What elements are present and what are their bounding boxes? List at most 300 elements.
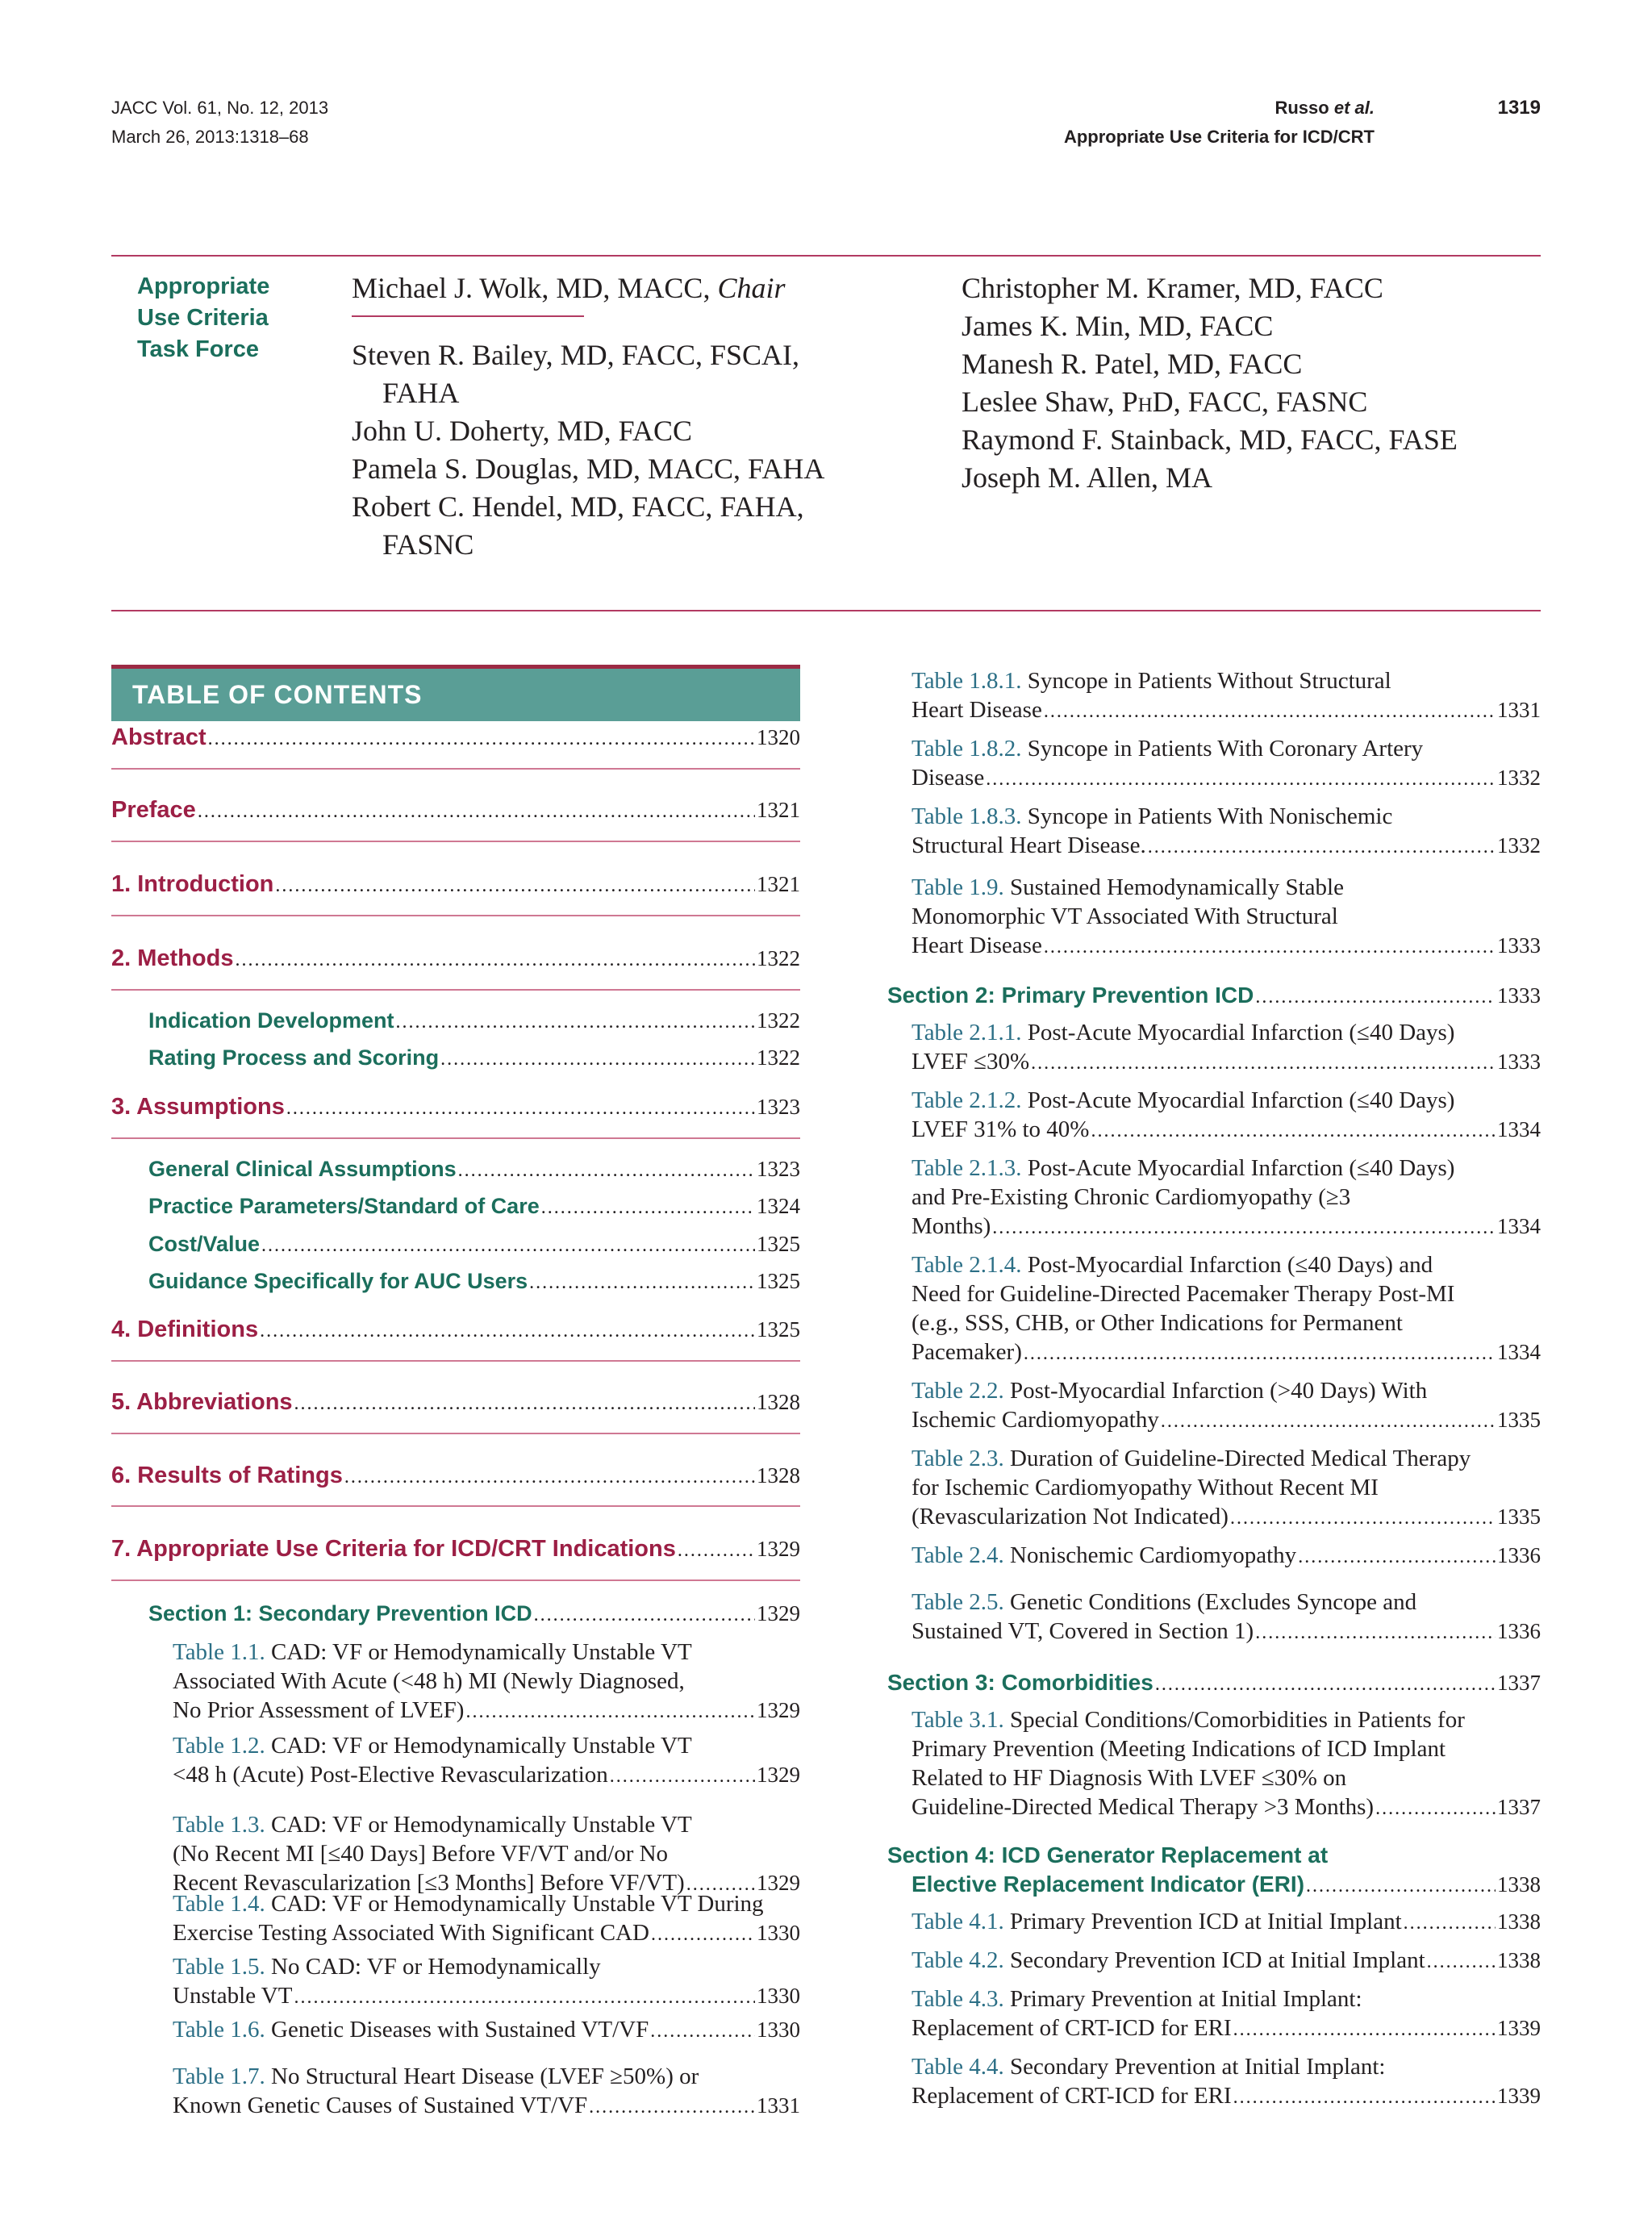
toc-table-line: [173, 1981, 800, 2012]
toc-table-entry: [173, 1638, 800, 1726]
toc-leader-dots: [589, 2093, 755, 2122]
toc-leader-dots: [986, 765, 1496, 794]
toc-leader-dots: [344, 1467, 755, 1488]
toc-table-line: [912, 1405, 1541, 1436]
toc-leader-dots: [678, 1540, 755, 1562]
toc-table-text: Table 2.1.1. Post-Acute Myocardial Infarction (≤40 Days): [912, 1020, 1455, 1045]
toc-page-number: 1321: [757, 798, 800, 822]
toc-page-number: 1332: [1497, 766, 1541, 790]
toc-leader-dots: [294, 1393, 755, 1415]
toc-page-number: 1338: [1497, 1872, 1541, 1897]
toc-table-text: Table 1.7. No Structural Heart Disease (LVEF ≥50%) or: [173, 2064, 699, 2089]
toc-table-text: Replacement of CRT-ICD for ERI: [912, 2015, 1232, 2041]
toc-table-text: Table 1.1. CAD: VF or Hemodynamically Unstable VT: [173, 1639, 692, 1665]
toc-divider: [111, 1505, 800, 1507]
toc-table-line: [912, 1984, 1541, 2013]
toc-table-text: Need for Guideline-Directed Pacemaker Therapy Post-MI: [912, 1281, 1455, 1307]
toc-table-line: [912, 1047, 1541, 1078]
toc-page-number: 1333: [1497, 933, 1541, 958]
toc-leader-dots: [1024, 1339, 1496, 1368]
toc-table-text: Table 1.4. CAD: VF or Hemodynamically Unstable VT During: [173, 1891, 764, 1917]
toc-table-line: [912, 931, 1541, 962]
journal-citation: [111, 94, 328, 152]
toc-table-text: Associated With Acute (<48 h) MI (Newly Diagnosed,: [173, 1668, 685, 1694]
running-head-etal: et al.: [1333, 98, 1375, 118]
toc-table-entry: [912, 1588, 1541, 1647]
toc-leader-dots: [261, 1235, 755, 1257]
toc-leader-dots: [198, 801, 755, 823]
toc-table-text: Table 4.2. Secondary Prevention ICD at Initial Implant: [912, 1947, 1425, 1973]
toc-page-number: 1335: [1497, 1504, 1541, 1529]
toc-table-line: [173, 2015, 800, 2046]
toc-section-title: Elective Replacement Indicator (ERI): [912, 1872, 1305, 1897]
toc-page-number: 1329: [757, 1698, 800, 1722]
toc-table-line: [912, 1588, 1541, 1617]
task-force-member: John U. Doherty, MD, FACC: [352, 415, 693, 447]
toc-divider: [111, 915, 800, 916]
toc-table-label: Table 1.8.2.: [912, 736, 1022, 762]
toc-page-number: 1330: [757, 1984, 800, 2008]
toc-page-number: 1320: [757, 725, 800, 749]
toc-table-line: [912, 802, 1541, 831]
toc-leader-dots: [1255, 1618, 1496, 1647]
toc-table-line: [912, 1734, 1541, 1763]
toc-table-entry: [912, 1444, 1541, 1533]
toc-leader-dots: [465, 1697, 755, 1726]
toc-page-number: 1325: [757, 1232, 800, 1256]
task-force-label-line: Use Criteria: [137, 305, 269, 331]
toc-page-number: 1328: [757, 1463, 800, 1488]
toc-subentry: [148, 1008, 800, 1033]
toc-page-number: 1332: [1497, 833, 1541, 858]
toc-table-line: [912, 2052, 1541, 2081]
toc-table-line: [912, 1946, 1541, 1976]
toc-table-text: No Prior Assessment of LVEF): [173, 1697, 465, 1723]
toc-table-line: [173, 1667, 800, 1696]
toc-table-line: [912, 1250, 1541, 1279]
toc-table-text: and Pre-Existing Chronic Cardiomyopathy (≥3: [912, 1184, 1351, 1210]
toc-table-entry: [912, 1250, 1541, 1368]
toc-section-heading: [887, 1668, 1541, 1699]
toc-entry-title: 5. Abbreviations: [111, 1389, 293, 1415]
toc-entry: [111, 1094, 800, 1120]
toc-section-title: Section 2: Primary Prevention ICD: [887, 983, 1254, 1008]
toc-heading-bar: [111, 665, 800, 721]
toc-entry-title: Practice Parameters/Standard of Care: [148, 1194, 540, 1218]
toc-page-number: 1325: [757, 1317, 800, 1342]
toc-table-entry: [912, 1018, 1541, 1078]
toc-subentry: [148, 1601, 800, 1626]
toc-entry-title: 6. Results of Ratings: [111, 1463, 343, 1488]
toc-table-line: [173, 2091, 800, 2122]
toc-subentry: [148, 1232, 800, 1257]
toc-page-number: 1321: [757, 872, 800, 896]
toc-page-number: 1322: [757, 946, 800, 970]
toc-table-line: [912, 831, 1541, 862]
toc-table-label: Table 1.3.: [173, 1812, 265, 1838]
toc-table-entry: [912, 1907, 1541, 1938]
toc-table-text: Replacement of CRT-ICD for ERI: [912, 2083, 1232, 2109]
toc-table-text: Related to HF Diagnosis With LVEF ≤30% on: [912, 1765, 1347, 1791]
toc-table-line: [912, 1115, 1541, 1145]
toc-leader-dots: [1404, 1909, 1496, 1938]
toc-table-text: Pacemaker): [912, 1339, 1022, 1365]
toc-page-number: 1335: [1497, 1408, 1541, 1432]
toc-section-heading: [887, 1841, 1541, 1901]
toc-section-line: [887, 1841, 1541, 1870]
toc-page-number: 1338: [1497, 1909, 1541, 1934]
toc-table-line: [912, 1308, 1541, 1337]
toc-page-number: 1330: [757, 2018, 800, 2042]
toc-page-number: 1331: [1497, 698, 1541, 722]
task-force-member: Manesh R. Patel, MD, FACC: [962, 348, 1303, 380]
toc-table-label: Table 2.2.: [912, 1378, 1004, 1404]
running-head: [1064, 94, 1375, 152]
journal-volume: JACC Vol. 61, No. 12, 2013: [111, 98, 329, 118]
toc-table-text: Monomorphic VT Associated With Structural: [912, 903, 1338, 929]
toc-entry-title: Cost/Value: [148, 1232, 261, 1256]
toc-table-label: Table 4.4.: [912, 2054, 1004, 2080]
toc-entry-title: Indication Development: [148, 1008, 394, 1033]
toc-entry: [111, 1389, 800, 1416]
toc-table-entry: [173, 1952, 800, 2012]
toc-table-entry: [173, 1889, 800, 1949]
task-force-member: Raymond F. Stainback, MD, FACC, FASE: [962, 424, 1458, 456]
toc-table-line: [912, 1154, 1541, 1183]
toc-table-text: Table 4.1. Primary Prevention ICD at Initial Implant: [912, 1909, 1402, 1934]
toc-leader-dots: [294, 1983, 755, 2012]
toc-page-number: 1325: [757, 1269, 800, 1293]
toc-table-line: [173, 2062, 800, 2091]
toc-table-text: (No Recent MI [≤40 Days] Before VF/VT and/or No: [173, 1841, 669, 1867]
toc-table-line: [173, 1760, 800, 1791]
running-head-authors: Russo: [1274, 98, 1329, 118]
toc-table-text: Table 4.4. Secondary Prevention at Initial Implant:: [912, 2054, 1386, 2080]
toc-leader-dots: [1155, 1670, 1496, 1699]
toc-table-line: [912, 1792, 1541, 1823]
toc-table-text: Disease: [912, 765, 985, 791]
toc-table-entry: [912, 873, 1541, 962]
toc-entry-title: 4. Definitions: [111, 1317, 259, 1342]
toc-divider: [111, 1360, 800, 1362]
toc-table-line: [912, 1541, 1541, 1571]
toc-page-number: 1334: [1497, 1340, 1541, 1364]
toc-leader-dots: [208, 728, 755, 750]
toc-table-entry: [912, 1154, 1541, 1242]
toc-page-number: 1322: [757, 1045, 800, 1070]
toc-table-entry: [912, 1376, 1541, 1436]
task-force-member: FAHA: [382, 377, 460, 409]
toc-page-number: 1333: [1497, 983, 1541, 1008]
toc-subentry: [148, 1269, 800, 1294]
toc-table-text: Table 2.4. Nonischemic Cardiomyopathy: [912, 1542, 1297, 1568]
toc-table-label: Table 1.5.: [173, 1954, 265, 1980]
task-force-member: Joseph M. Allen, MA: [962, 461, 1213, 494]
chair-divider: [352, 315, 584, 317]
toc-table-text: Guideline-Directed Medical Therapy >3 Months): [912, 1794, 1375, 1820]
toc-table-text: LVEF ≤30%: [912, 1049, 1030, 1075]
toc-leader-dots: [1230, 1504, 1496, 1533]
task-force-member: Christopher M. Kramer, MD, FACC: [962, 272, 1383, 304]
toc-table-line: [173, 1638, 800, 1667]
toc-leader-dots: [651, 1920, 755, 1949]
toc-table-text: Unstable VT: [173, 1983, 293, 2009]
toc-table-line: [173, 1918, 800, 1949]
toc-table-text: Primary Prevention (Meeting Indications of ICD Implant: [912, 1736, 1446, 1762]
toc-leader-dots: [529, 1272, 755, 1294]
task-force-member: Robert C. Hendel, MD, FACC, FAHA,: [352, 490, 804, 523]
task-force-col1: [352, 269, 824, 564]
toc-table-label: Table 1.6.: [173, 2017, 265, 2043]
toc-table-label: Table 1.9.: [912, 874, 1004, 900]
toc-page-number: 1333: [1497, 1049, 1541, 1074]
toc-table-line: [912, 1763, 1541, 1792]
toc-entry: [111, 797, 800, 824]
toc-leader-dots: [396, 1012, 755, 1033]
task-force-member: Pamela S. Douglas, MD, MACC, FAHA: [352, 453, 825, 485]
toc-table-text: Structural Heart Disease.: [912, 832, 1146, 858]
toc-table-entry: [173, 2062, 800, 2122]
toc-entry-title: 2. Methods: [111, 945, 234, 971]
toc-table-text: LVEF 31% to 40%: [912, 1116, 1090, 1142]
toc-entry-title: General Clinical Assumptions: [148, 1157, 457, 1181]
toc-section-heading: [887, 981, 1541, 1012]
toc-table-entry: [912, 1946, 1541, 1976]
task-force-chair: [352, 269, 824, 307]
toc-leader-dots: [1233, 2083, 1496, 2112]
toc-subentry: [148, 1045, 800, 1070]
toc-page-number: 1328: [757, 1390, 800, 1414]
toc-table-text: Table 1.2. CAD: VF or Hemodynamically Unstable VT: [173, 1733, 692, 1759]
task-force-member: Leslee Shaw, PhD, FACC, FASNC: [962, 386, 1368, 418]
toc-entry-title: Section 1: Secondary Prevention ICD: [148, 1601, 532, 1625]
toc-leader-dots: [1427, 1947, 1496, 1976]
toc-leader-dots: [1044, 697, 1496, 726]
toc-page-number: 1339: [1497, 2016, 1541, 2040]
toc-table-label: Table 1.4.: [173, 1891, 265, 1917]
toc-table-text: Table 4.3. Primary Prevention at Initial Implant:: [912, 1986, 1362, 2012]
toc-table-label: Table 2.4.: [912, 1542, 1004, 1568]
toc-table-text: Table 2.5. Genetic Conditions (Excludes Syncope and: [912, 1589, 1417, 1615]
toc-table-line: [912, 1444, 1541, 1473]
toc-leader-dots: [1233, 2015, 1496, 2044]
toc-entry: [111, 1463, 800, 1489]
toc-entry-title: Abstract: [111, 724, 206, 750]
toc-entry-title: Guidance Specifically for AUC Users: [148, 1269, 528, 1293]
toc-entry: [111, 871, 800, 898]
toc-page-number: 1334: [1497, 1117, 1541, 1141]
toc-leader-dots: [1306, 1872, 1496, 1901]
toc-entry-title: 7. Appropriate Use Criteria for ICD/CRT Indications: [111, 1536, 676, 1562]
toc-entry: [111, 1317, 800, 1343]
toc-table-text: <48 h (Acute) Post-Elective Revascularization: [173, 1762, 608, 1788]
toc-table-text: Table 3.1. Special Conditions/Comorbidities in Patients for: [912, 1707, 1465, 1733]
toc-leader-dots: [286, 1098, 755, 1120]
toc-table-line: [912, 873, 1541, 902]
page-number: 1319: [1497, 97, 1541, 119]
toc-table-line: [912, 2013, 1541, 2044]
journal-date-pages: March 26, 2013:1318–68: [111, 127, 309, 147]
toc-table-line: [912, 2081, 1541, 2112]
toc-table-line: [173, 1810, 800, 1839]
toc-table-label: Table 2.5.: [912, 1589, 1004, 1615]
toc-heading: TABLE OF CONTENTS: [132, 680, 423, 709]
toc-page-number: 1322: [757, 1008, 800, 1033]
toc-leader-dots: [541, 1197, 755, 1219]
toc-section-title: Section 4: ICD Generator Replacement at: [887, 1842, 1329, 1867]
toc-table-text: Months): [912, 1213, 991, 1239]
toc-table-label: Table 2.1.4.: [912, 1252, 1022, 1278]
toc-table-line: [912, 666, 1541, 695]
toc-divider: [111, 1579, 800, 1581]
toc-subentry: [148, 1157, 800, 1182]
toc-leader-dots: [260, 1321, 755, 1342]
toc-table-entry: [912, 802, 1541, 862]
toc-leader-dots: [1298, 1542, 1496, 1571]
toc-leader-dots: [1091, 1116, 1496, 1145]
toc-table-line: [912, 1907, 1541, 1938]
toc-table-line: [912, 1473, 1541, 1502]
toc-table-label: Table 2.3.: [912, 1446, 1004, 1471]
toc-page-number: 1324: [757, 1194, 800, 1218]
toc-table-text: Table 1.6. Genetic Diseases with Sustained VT/VF: [173, 2017, 649, 2043]
toc-table-entry: [173, 1810, 800, 1899]
task-force-member-list: [352, 336, 824, 564]
toc-divider: [111, 1137, 800, 1139]
toc-page-number: 1329: [757, 1763, 800, 1787]
toc-divider: [111, 1433, 800, 1434]
toc-leader-dots: [235, 949, 755, 971]
toc-table-text: Ischemic Cardiomyopathy: [912, 1407, 1159, 1433]
task-force-bottom-rule: [111, 610, 1541, 611]
toc-table-label: Table 2.1.3.: [912, 1155, 1022, 1181]
toc-leader-dots: [458, 1160, 755, 1182]
toc-table-text: Table 1.5. No CAD: VF or Hemodynamically: [173, 1954, 601, 1980]
toc-table-line: [912, 695, 1541, 726]
toc-leader-dots: [534, 1604, 755, 1626]
toc-entry-title: Preface: [111, 797, 196, 823]
toc-section-title: Section 3: Comorbidities: [887, 1670, 1153, 1695]
toc-table-text: for Ischemic Cardiomyopathy Without Recent MI: [912, 1475, 1379, 1500]
toc-table-entry: [173, 2015, 800, 2046]
toc-table-label: Table 1.8.1.: [912, 668, 1022, 694]
toc-table-text: Recent Revascularization [≤3 Months] Before VF/VT): [173, 1870, 685, 1896]
task-force-col2: [962, 269, 1458, 497]
toc-page-number: 1338: [1497, 1948, 1541, 1972]
toc-leader-dots: [992, 1213, 1496, 1242]
running-head-title: Appropriate Use Criteria for ICD/CRT: [1063, 127, 1375, 147]
toc-table-line: [912, 1705, 1541, 1734]
toc-page-number: 1336: [1497, 1619, 1541, 1643]
toc-table-label: Table 4.2.: [912, 1947, 1004, 1973]
toc-table-text: Heart Disease: [912, 697, 1042, 723]
task-force-label-line: Appropriate: [137, 273, 270, 299]
toc-table-line: [912, 1337, 1541, 1368]
toc-leader-dots: [1161, 1407, 1496, 1436]
toc-entry: [111, 945, 800, 972]
toc-table-line: [912, 763, 1541, 794]
toc-table-text: Table 2.1.4. Post-Myocardial Infarction (≤40 Days) and: [912, 1252, 1433, 1278]
toc-entry-title: Rating Process and Scoring: [148, 1045, 440, 1070]
toc-table-label: Table 1.7.: [173, 2064, 265, 2089]
toc-table-line: [173, 1839, 800, 1868]
toc-table-text: Exercise Testing Associated With Significant CAD: [173, 1920, 649, 1946]
toc-entry-title: 1. Introduction: [111, 871, 274, 897]
toc-table-text: Sustained VT, Covered in Section 1): [912, 1618, 1254, 1644]
toc-table-line: [912, 1183, 1541, 1212]
task-force-label: [137, 271, 331, 365]
toc-page-number: 1331: [757, 2093, 800, 2118]
toc-table-text: Table 1.8.3. Syncope in Patients With Nonischemic: [912, 803, 1393, 829]
toc-page-number: 1323: [757, 1157, 800, 1181]
toc-table-entry: [173, 1731, 800, 1791]
toc-table-text: Table 1.9. Sustained Hemodynamically Stable: [912, 874, 1344, 900]
toc-table-text: (e.g., SSS, CHB, or Other Indications for Permanent: [912, 1310, 1403, 1336]
task-force-member: FASNC: [382, 528, 474, 561]
toc-table-line: [912, 1279, 1541, 1308]
toc-page-number: 1337: [1497, 1671, 1541, 1695]
toc-table-entry: [912, 666, 1541, 726]
toc-table-label: Table 4.3.: [912, 1986, 1004, 2012]
toc-page-number: 1336: [1497, 1543, 1541, 1567]
toc-leader-dots: [650, 2017, 755, 2046]
toc-leader-dots: [1031, 1049, 1496, 1078]
toc-table-text: (Revascularization Not Indicated): [912, 1504, 1229, 1529]
toc-table-line: [173, 1889, 800, 1918]
toc-table-text: Table 2.1.3. Post-Acute Myocardial Infarction (≤40 Days): [912, 1155, 1455, 1181]
toc-table-entry: [912, 2052, 1541, 2112]
toc-table-label: Table 3.1.: [912, 1707, 1004, 1733]
toc-table-line: [912, 902, 1541, 931]
toc-table-text: Table 1.8.2. Syncope in Patients With Coronary Artery: [912, 736, 1424, 762]
toc-section-line: [887, 981, 1541, 1012]
toc-page-number: 1330: [757, 1921, 800, 1945]
toc-table-line: [173, 1731, 800, 1760]
toc-table-text: Known Genetic Causes of Sustained VT/VF: [173, 2093, 588, 2118]
toc-page-number: 1329: [757, 1537, 800, 1561]
toc-table-entry: [912, 1541, 1541, 1571]
toc-leader-dots: [1044, 933, 1496, 962]
toc-table-label: Table 1.8.3.: [912, 803, 1022, 829]
toc-leader-dots: [440, 1049, 755, 1070]
task-force-member: James K. Min, MD, FACC: [962, 310, 1274, 342]
toc-divider: [111, 768, 800, 770]
toc-table-entry: [912, 734, 1541, 794]
toc-table-entry: [912, 1086, 1541, 1145]
toc-table-line: [912, 1018, 1541, 1047]
toc-table-line: [912, 1617, 1541, 1647]
task-force-member-list: [962, 269, 1458, 497]
toc-table-label: Table 2.1.1.: [912, 1020, 1022, 1045]
toc-subentry: [148, 1194, 800, 1219]
toc-table-label: Table 2.1.2.: [912, 1087, 1022, 1113]
task-force-member: Steven R. Bailey, MD, FACC, FSCAI,: [352, 339, 800, 371]
toc-page-number: 1329: [757, 1871, 800, 1895]
toc-divider: [111, 841, 800, 842]
toc-page-number: 1323: [757, 1095, 800, 1119]
toc-table-line: [912, 734, 1541, 763]
toc-leader-dots: [610, 1762, 755, 1791]
toc-page-number: 1339: [1497, 2084, 1541, 2108]
toc-table-text: Table 2.1.2. Post-Acute Myocardial Infarction (≤40 Days): [912, 1087, 1455, 1113]
toc-table-text: Heart Disease: [912, 933, 1042, 958]
toc-table-line: [173, 1952, 800, 1981]
task-force-label-line: Task Force: [137, 336, 259, 362]
toc-table-entry: [912, 1705, 1541, 1823]
degree-small-caps: hD: [1137, 386, 1174, 418]
toc-page-number: 1329: [757, 1601, 800, 1625]
toc-table-text: Table 1.3. CAD: VF or Hemodynamically Unstable VT: [173, 1812, 692, 1838]
